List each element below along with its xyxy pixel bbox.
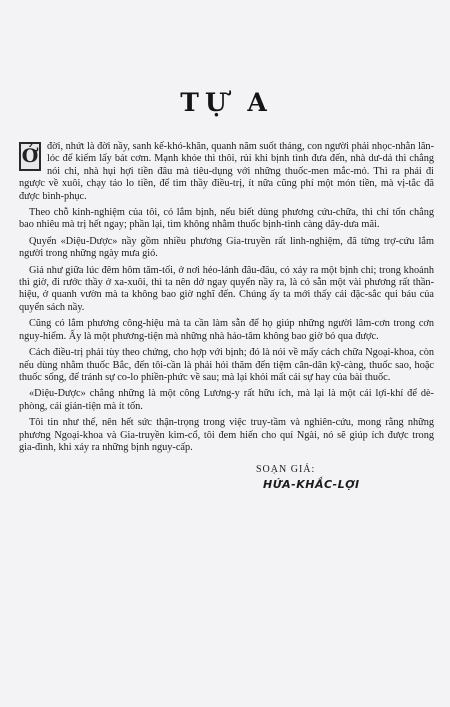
paragraph-text: đời, nhứt là đời nầy, sanh kế-khó-khăn, quanh năm suốt tháng, con người phải nhọc-nhằn lăn-lóc để kiếm lấy bát cơm. Mạnh khỏe thì thôi, rủi khi bịnh tình đưa đến, nhà dư-dả thì chẳng nói chi, nhà hụi hợi tiền đâu mà tiêu-dụng với những thuốc-men mắc-mỏ. Thì ra phải đi ngược về xuôi, chạy tảo lo tiền, để tìm thầy điều-trị, ít nữa cũng phí một món tiền, mà vị-tắc đã được bình-phục.	[19, 141, 434, 202]
preface-body	[19, 141, 434, 454]
paragraph-8: Tôi tin như thế, nên hết sức thận-trọng trong việc truy-tầm và nghiên-cứu, mong rằng những phương Ngoại-khoa và Gia-truyền kim-cổ, tôi đem hiến cho quí Ngài, nó sẽ giúp ích được trong gia-đình, khi xảy ra những bịnh nguy-cấp.	[19, 417, 434, 453]
page-title: TỰ A	[180, 88, 273, 117]
dropcap-letter: Ở	[19, 142, 41, 171]
signature-block	[19, 464, 434, 500]
paragraph-7: «Diệu-Dược» chẳng những là một công Lương-y rất hữu ích, mà lại là một cái lợi-khí để dè-phòng, cái giản-tiện mà ít tốn.	[19, 388, 434, 412]
paragraph-1	[19, 141, 434, 203]
paragraph-4: Giả như giữa lúc đêm hôm tăm-tối, ở nơi hẻo-lánh đâu-đâu, có xảy ra một bịnh chi; trong khoảnh thì giờ, đi rước thầy ở xa-xuôi, thì ta nên dở ngay quyển nầy ra, là có sẵn một vài phương rất thần-hiệu, ở quanh vườn mà ta không bao giờ nghĩ đến. Chúng ấy ta mới thấy cái đặc-sắc qui báu của quyển sách nầy.	[19, 264, 434, 313]
paragraph-5: Cũng có lắm phương công-hiệu mà ta cần làm sẵn để họ giúp những người lâm-cơn trong cơn nguy-hiểm. Ấy là một phương-tiện mà những nhà hảo-tâm không bao giờ bỏ qua được.	[19, 318, 434, 342]
paragraph-3: Quyển «Diệu-Dược» nầy gồm nhiều phương Gia-truyền rất linh-nghiệm, đã từng trợ-cứu lắm người trong những ngày mưa gió.	[19, 235, 434, 260]
author-name: HỨA-KHẮC-LỢI	[263, 478, 360, 492]
paragraph-6: Cách điều-trị phải tùy theo chứng, cho hợp với bịnh; đó là nói về mấy cách chữa Ngoại-khoa, còn nếu dùng nhằm thuốc Bắc, đến tôi-cần là phải hỏi thăm đến tiệm cân-dân kỹ-càng, thuốc sao, hoặc thuốc sống, để tránh sự co-lo phiền-phức về sau; mà lại khỏi mất cái sự hay của bài thuốc.	[19, 347, 434, 383]
paragraph-2: Theo chỗ kinh-nghiệm của tôi, có lắm bịnh, nếu biết dùng phương cứu-chữa, thì chỉ tốn chẳng bao nhiêu mà trị hết ngay; phần lại, tìm không nhằm thuốc bịnh-tình càng dây-dưa mãi.	[19, 207, 434, 231]
signature-label: SOẠN GIẢ:	[256, 464, 316, 476]
